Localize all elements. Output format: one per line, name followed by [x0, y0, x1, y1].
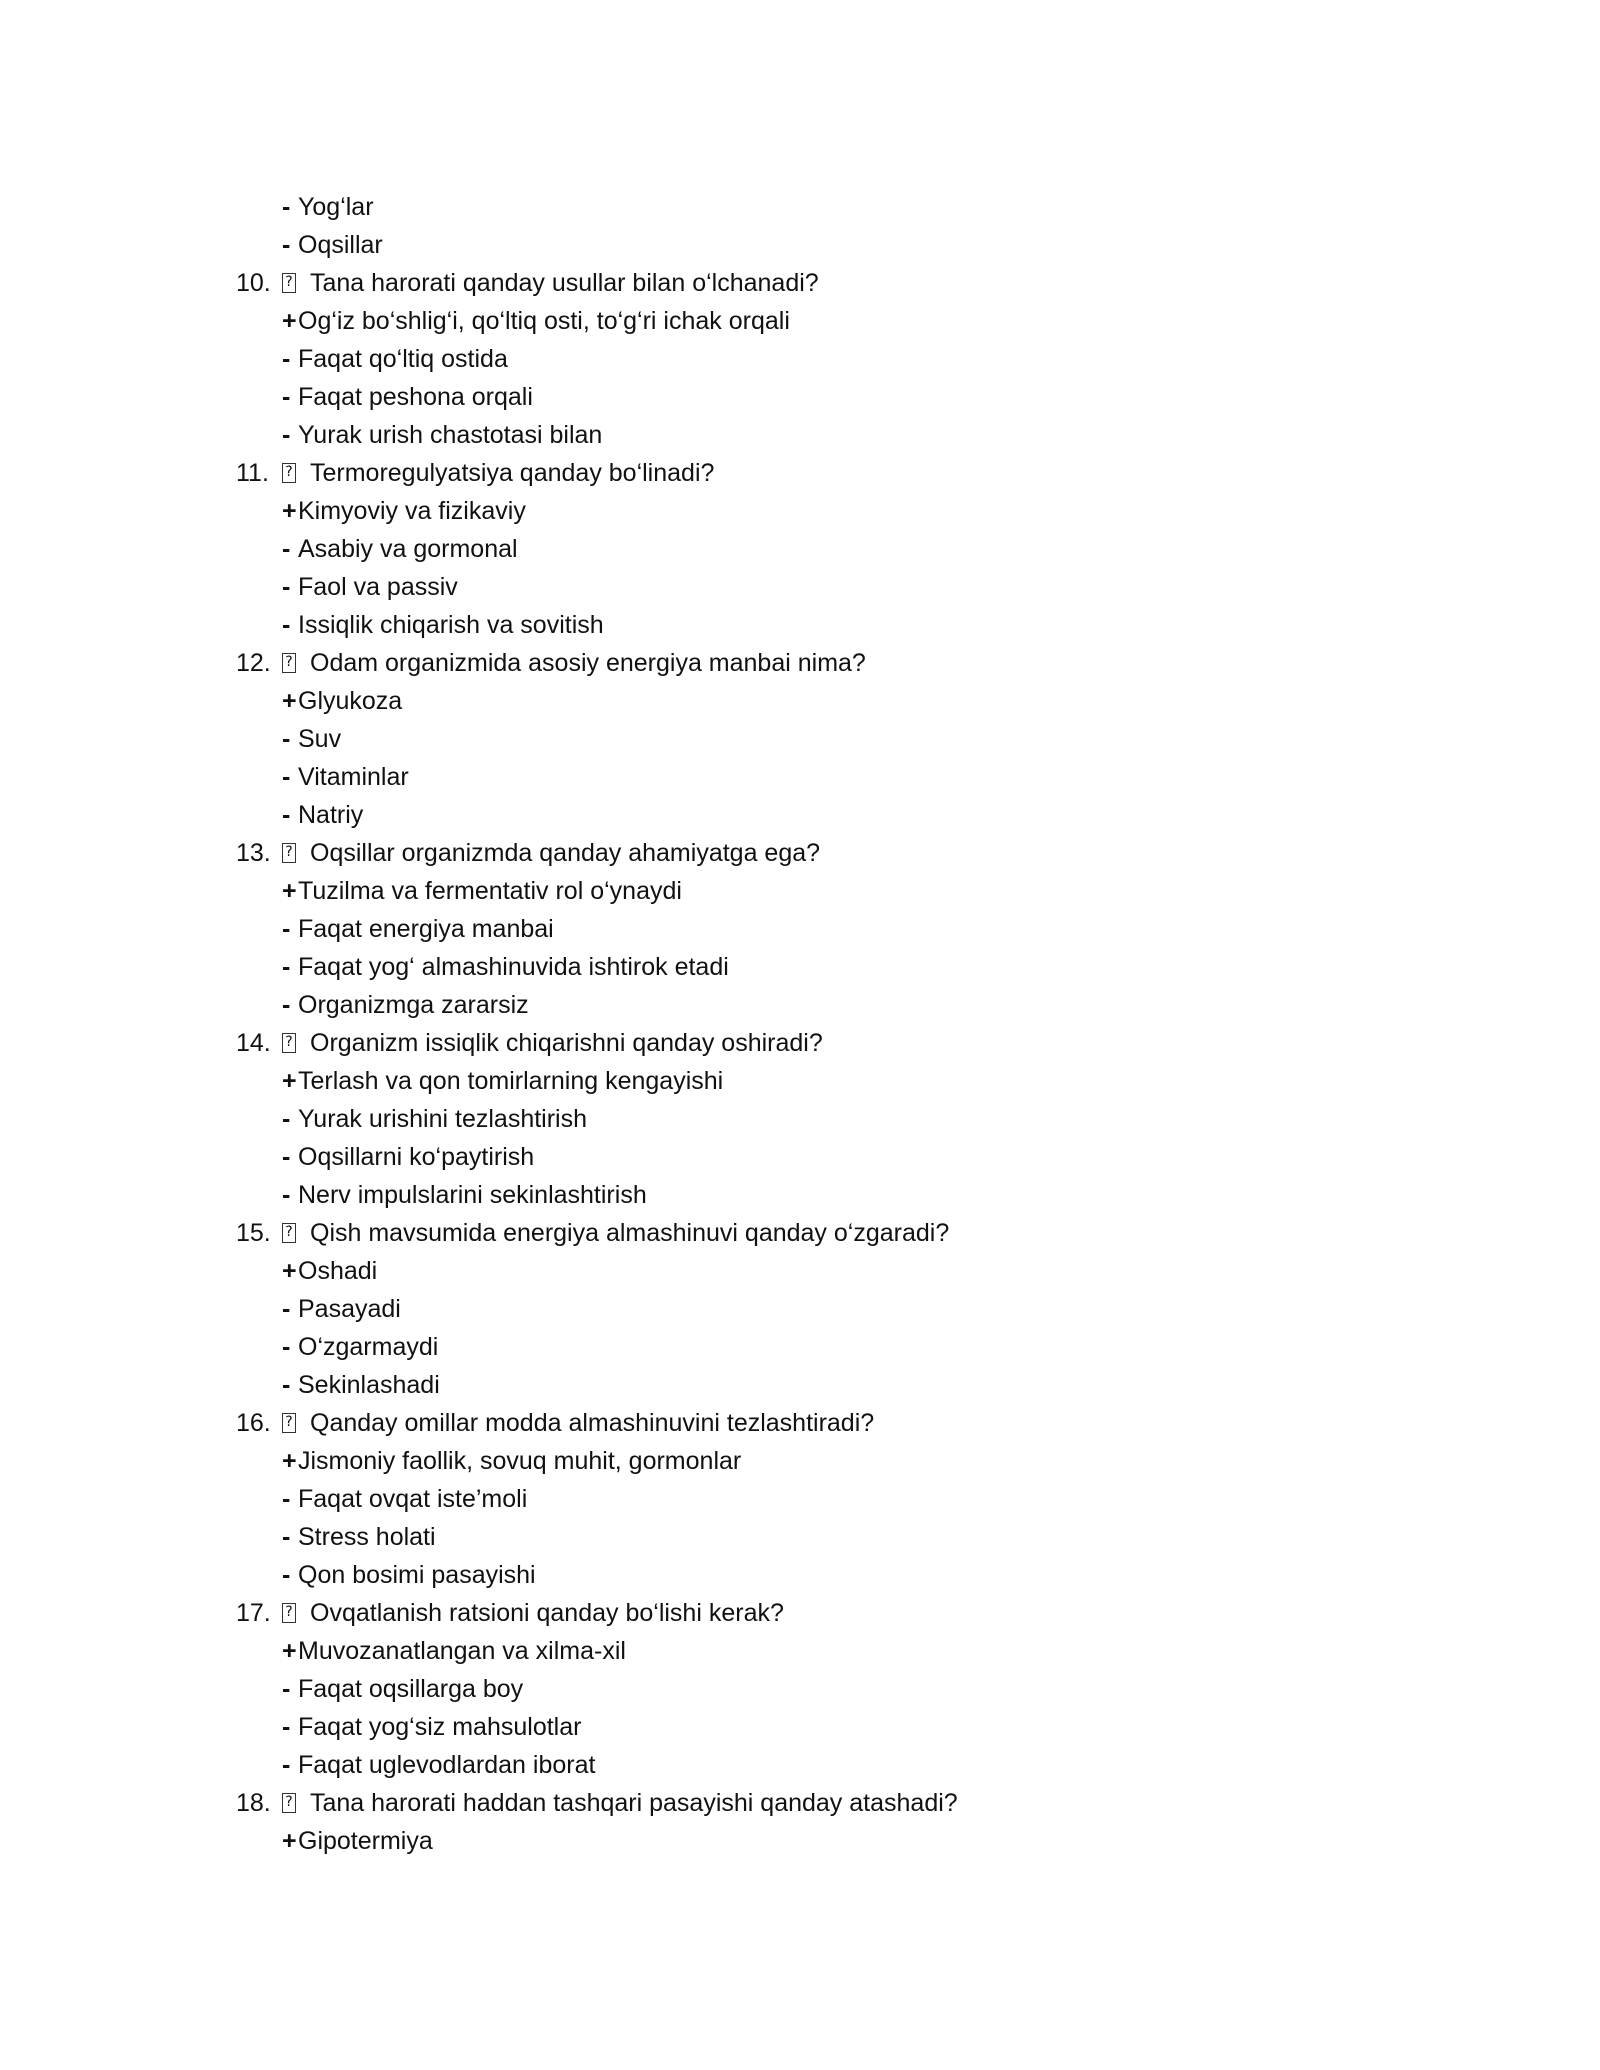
answer-line [236, 1290, 1436, 1328]
question-text: Termoregulyatsiya qanday bo‘linadi? [310, 459, 715, 487]
answer-marker: + [282, 1827, 297, 1855]
answer-text: Tuzilma va fermentativ rol o‘ynaydi [298, 877, 682, 905]
answer-marker: + [282, 1257, 297, 1285]
answer-text: Terlash va qon tomirlarning kengayishi [298, 1067, 724, 1095]
answer-text: Issiqlik chiqarish va sovitish [298, 611, 604, 639]
question-number: 15. [236, 1219, 271, 1247]
answer-line [236, 568, 1436, 606]
question-number: 10. [236, 269, 271, 297]
answer-marker: + [282, 1637, 297, 1665]
answer-line [236, 1100, 1436, 1138]
answer-marker: - [282, 953, 291, 981]
question-number: 16. [236, 1409, 271, 1437]
answer-text: Yurak urish chastotasi bilan [298, 421, 603, 449]
answer-marker: - [282, 1181, 291, 1209]
answer-text: Vitaminlar [298, 763, 409, 791]
answer-marker: + [282, 1067, 297, 1095]
question-line [236, 264, 1436, 302]
answer-text: Asabiy va gormonal [298, 535, 518, 563]
answer-text: Suv [298, 725, 342, 753]
answer-marker: - [282, 1485, 291, 1513]
answer-text: Faqat energiya manbai [298, 915, 554, 943]
answer-text: Sekinlashadi [298, 1371, 440, 1399]
question-number: 12. [236, 649, 271, 677]
answer-marker: - [282, 991, 291, 1019]
answer-line [236, 910, 1436, 948]
correct-answer-line [236, 682, 1436, 720]
answer-marker: - [282, 535, 291, 563]
answer-marker: - [282, 1333, 291, 1361]
answer-marker: - [282, 1371, 291, 1399]
answer-text: O‘zgarmaydi [298, 1333, 439, 1361]
missing-glyph-icon: ? [282, 1223, 296, 1243]
answer-marker: - [282, 1751, 291, 1779]
answer-marker: - [282, 725, 291, 753]
answer-text: Faqat oqsillarga boy [298, 1675, 524, 1703]
answer-text: Jismoniy faollik, sovuq muhit, gormonlar [298, 1447, 742, 1475]
missing-glyph-icon: ? [282, 273, 296, 293]
question-text: Qish mavsumida energiya almashinuvi qanday o‘zgaradi? [310, 1219, 950, 1247]
correct-answer-line [236, 1062, 1436, 1100]
answer-marker: - [282, 421, 291, 449]
answer-marker: - [282, 193, 291, 221]
answer-line [236, 1518, 1436, 1556]
missing-glyph-icon: ? [282, 653, 296, 673]
answer-line [236, 606, 1436, 644]
missing-glyph-icon: ? [282, 463, 296, 483]
answer-text: Organizmga zararsiz [298, 991, 529, 1019]
answer-text: Faqat qo‘ltiq ostida [298, 345, 508, 373]
question-number: 11. [236, 459, 269, 487]
question-text: Organizm issiqlik chiqarishni qanday oshiradi? [310, 1029, 823, 1057]
question-line [236, 454, 1436, 492]
correct-answer-line [236, 872, 1436, 910]
question-text: Tana harorati haddan tashqari pasayishi qanday atashadi? [310, 1789, 958, 1817]
answer-text: Yurak urishini tezlashtirish [298, 1105, 588, 1133]
question-number: 14. [236, 1029, 271, 1057]
answer-line [236, 986, 1436, 1024]
answer-marker: - [282, 1105, 291, 1133]
answer-text: Faol va passiv [298, 573, 458, 601]
correct-answer-line [236, 1252, 1436, 1290]
answer-marker: - [282, 1713, 291, 1741]
answer-text: Gipotermiya [298, 1827, 433, 1855]
question-text: Tana harorati qanday usullar bilan o‘lchanadi? [310, 269, 819, 297]
missing-glyph-icon: ? [282, 843, 296, 863]
question-line [236, 644, 1436, 682]
missing-glyph-icon: ? [282, 1413, 296, 1433]
answer-text: Yog‘lar [298, 193, 374, 221]
answer-line [236, 1328, 1436, 1366]
answer-marker: - [282, 915, 291, 943]
answer-text: Oshadi [298, 1257, 378, 1285]
answer-text: Natriy [298, 801, 364, 829]
answer-marker: - [282, 763, 291, 791]
answer-marker: - [282, 383, 291, 411]
answer-marker: + [282, 877, 297, 905]
missing-glyph-icon: ? [282, 1603, 296, 1623]
answer-line [236, 1746, 1436, 1784]
answer-line [236, 416, 1436, 454]
answer-marker: - [282, 231, 291, 259]
question-number: 18. [236, 1789, 271, 1817]
answer-text: Qon bosimi pasayishi [298, 1561, 536, 1589]
answer-line [236, 1708, 1436, 1746]
answer-marker: + [282, 307, 297, 335]
answer-marker: - [282, 611, 291, 639]
question-line [236, 1784, 1436, 1822]
answer-line [236, 720, 1436, 758]
correct-answer-line [236, 1822, 1436, 1860]
question-text: Ovqatlanish ratsioni qanday bo‘lishi kerak? [310, 1599, 784, 1627]
answer-line [236, 226, 1436, 264]
question-number: 17. [236, 1599, 271, 1627]
answer-text: Stress holati [298, 1523, 436, 1551]
question-text: Qanday omillar modda almashinuvini tezlashtiradi? [310, 1409, 875, 1437]
correct-answer-line [236, 302, 1436, 340]
question-number: 13. [236, 839, 271, 867]
answer-line [236, 1556, 1436, 1594]
missing-glyph-icon: ? [282, 1793, 296, 1813]
answer-text: Kimyoviy va fizikaviy [298, 497, 526, 525]
answer-text: Muvozanatlangan va xilma-xil [298, 1637, 626, 1665]
answer-marker: - [282, 1523, 291, 1551]
answer-marker: - [282, 345, 291, 373]
correct-answer-line [236, 492, 1436, 530]
answer-line [236, 1670, 1436, 1708]
answer-line [236, 1366, 1436, 1404]
correct-answer-line [236, 1442, 1436, 1480]
answer-line [236, 530, 1436, 568]
question-line [236, 1594, 1436, 1632]
answer-text: Og‘iz bo‘shlig‘i, qo‘ltiq osti, to‘g‘ri ichak orqali [298, 307, 790, 335]
answer-marker: - [282, 1143, 291, 1171]
answer-text: Oqsillarni ko‘paytirish [298, 1143, 535, 1171]
correct-answer-line [236, 1632, 1436, 1670]
answer-line [236, 1480, 1436, 1518]
answer-text: Glyukoza [298, 687, 403, 715]
answer-line [236, 378, 1436, 416]
answer-text: Pasayadi [298, 1295, 401, 1323]
answer-line [236, 340, 1436, 378]
answer-text: Oqsillar [298, 231, 383, 259]
answer-text: Faqat yog‘ almashinuvida ishtirok etadi [298, 953, 729, 981]
answer-marker: + [282, 1447, 297, 1475]
question-text: Oqsillar organizmda qanday ahamiyatga ega? [310, 839, 821, 867]
answer-marker: - [282, 1295, 291, 1323]
answer-line [236, 758, 1436, 796]
answer-line [236, 188, 1436, 226]
answer-text: Faqat yog‘siz mahsulotlar [298, 1713, 582, 1741]
answer-text: Faqat peshona orqali [298, 383, 533, 411]
answer-line [236, 948, 1436, 986]
question-line [236, 834, 1436, 872]
answer-marker: + [282, 687, 297, 715]
missing-glyph-icon: ? [282, 1033, 296, 1053]
answer-line [236, 1138, 1436, 1176]
answer-marker: - [282, 573, 291, 601]
question-line [236, 1214, 1436, 1252]
answer-line [236, 796, 1436, 834]
answer-marker: - [282, 1561, 291, 1589]
answer-text: Faqat ovqat iste’moli [298, 1485, 528, 1513]
question-text: Odam organizmida asosiy energiya manbai nima? [310, 649, 866, 677]
question-line [236, 1024, 1436, 1062]
answer-text: Faqat uglevodlardan iborat [298, 1751, 596, 1779]
answer-marker: - [282, 801, 291, 829]
quiz-list [236, 188, 1436, 1860]
answer-line [236, 1176, 1436, 1214]
answer-marker: - [282, 1675, 291, 1703]
question-line [236, 1404, 1436, 1442]
answer-marker: + [282, 497, 297, 525]
answer-text: Nerv impulslarini sekinlashtirish [298, 1181, 647, 1209]
